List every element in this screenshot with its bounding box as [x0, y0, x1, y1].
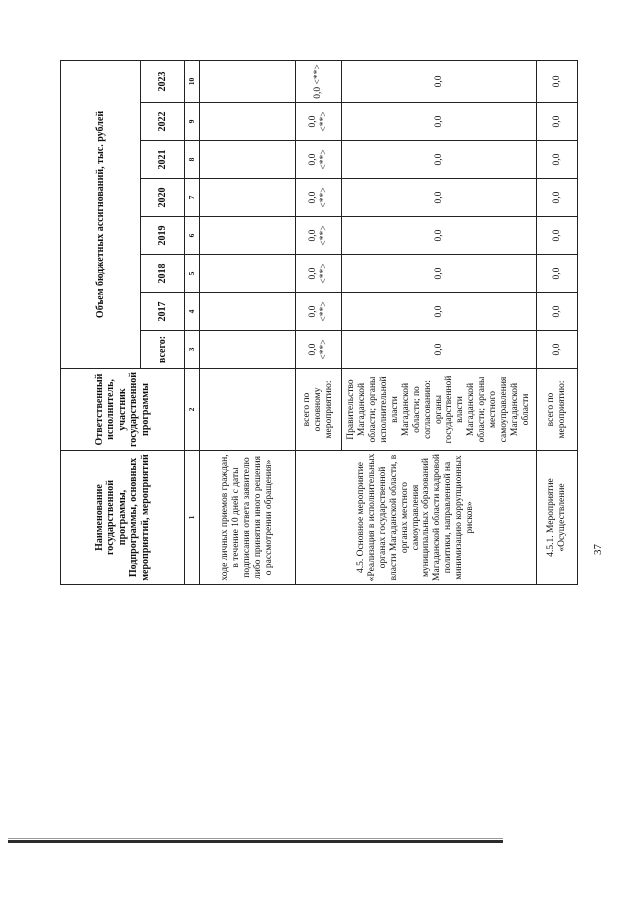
row-executor	[200, 369, 296, 451]
row-value: 0,0 <**>	[296, 60, 342, 102]
column-number: 5	[185, 255, 200, 293]
row-value: 0,0 <**>	[296, 217, 342, 255]
row-value: 0,0	[537, 217, 578, 255]
page-bottom-rule	[8, 840, 503, 843]
row-value: 0,0	[342, 179, 537, 217]
header-name: Наименование государственной программы, Подпрограммы, основных мероприятий, мероприятий	[61, 451, 185, 585]
row-executor: всего по основному мероприятию:	[296, 369, 342, 451]
row-value: 0,0 <**>	[296, 331, 342, 369]
row-value: 0,0	[537, 255, 578, 293]
row-value: 0,0 <**>	[296, 179, 342, 217]
table-row	[200, 60, 296, 584]
header-year: 2023	[141, 60, 185, 102]
row-name: ходе личных приемов граждан, в течение 10 дней с даты подписания ответа заявителю либо принятия иного решения о рассмотрении обращения»	[200, 451, 296, 585]
table-row	[296, 60, 342, 584]
header-year: 2019	[141, 217, 185, 255]
row-value: 0,0	[342, 60, 537, 102]
row-value	[200, 331, 296, 369]
row-value	[200, 179, 296, 217]
table-row	[537, 60, 578, 584]
row-value: 0,0 <**>	[296, 255, 342, 293]
row-value	[200, 217, 296, 255]
header-year: 2022	[141, 103, 185, 141]
column-number: 4	[185, 293, 200, 331]
row-value: 0,0	[537, 60, 578, 102]
row-value: 0,0 <**>	[296, 141, 342, 179]
row-value: 0,0	[342, 141, 537, 179]
row-value: 0,0	[342, 331, 537, 369]
row-value	[200, 293, 296, 331]
page-bottom-rule-shadow	[8, 838, 503, 839]
column-number: 1	[185, 451, 200, 585]
row-value: 0,0	[537, 141, 578, 179]
header-total: всего:	[141, 331, 185, 369]
header-year: 2018	[141, 255, 185, 293]
header-executor: Ответственный исполнитель, участник государственной программы	[61, 369, 185, 451]
row-value	[200, 103, 296, 141]
column-number: 7	[185, 179, 200, 217]
row-value: 0,0	[342, 103, 537, 141]
row-executor: всего по мероприятию:	[537, 369, 578, 451]
row-value: 0,0	[537, 331, 578, 369]
row-name: 4.5.1. Мероприятие «Осуществление	[537, 451, 578, 585]
row-value: 0,0	[537, 179, 578, 217]
header-year: 2020	[141, 179, 185, 217]
row-value: 0,0	[537, 293, 578, 331]
column-number: 8	[185, 141, 200, 179]
row-value	[200, 60, 296, 102]
column-number: 2	[185, 369, 200, 451]
budget-allocation-table	[60, 60, 578, 585]
column-number: 3	[185, 331, 200, 369]
row-name: 4.5. Основное мероприятие «Реализация в исполнительных органах государственной власти Магаданской области, в органах местного самоуправления муниципальных образований Магаданской области кадровой политики, направленной на минимизацию коррупционных рисков»	[296, 451, 537, 585]
row-value: 0,0 <**>	[296, 293, 342, 331]
header-year: 2021	[141, 141, 185, 179]
column-number: 9	[185, 103, 200, 141]
header-year: 2017	[141, 293, 185, 331]
row-value	[200, 141, 296, 179]
row-value: 0,0 <**>	[296, 103, 342, 141]
row-value: 0,0	[342, 217, 537, 255]
row-value	[200, 255, 296, 293]
column-number: 10	[185, 60, 200, 102]
page-number: 37	[592, 544, 604, 555]
row-value: 0,0	[537, 103, 578, 141]
header-budget-group: Объем бюджетных ассигнований, тыс. рублей	[61, 60, 141, 368]
row-executor: Правительство Магаданской области; органы исполнительной власти Магаданской области; по согласованию: органы государственной власти Магаданской области; органы местного самоуправления Магаданской области	[342, 369, 537, 451]
row-value: 0,0	[342, 293, 537, 331]
row-value: 0,0	[342, 255, 537, 293]
column-number: 6	[185, 217, 200, 255]
